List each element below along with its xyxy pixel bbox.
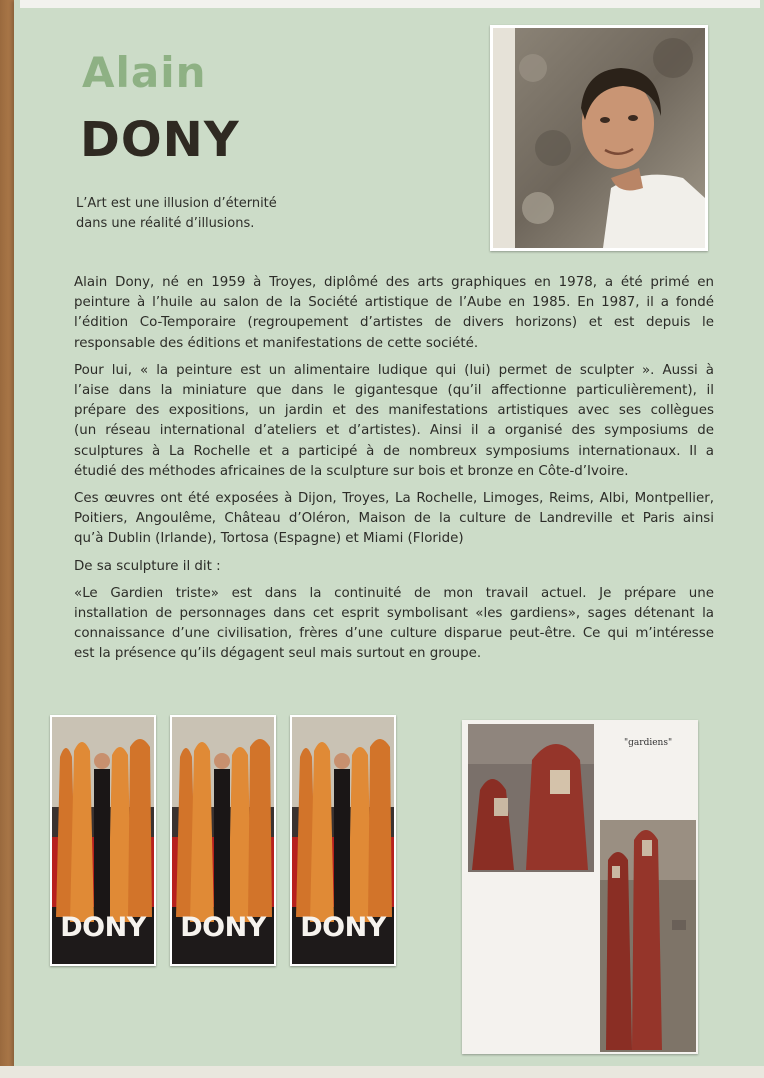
text-line: responsable des éditions et manifestations de cette société.: [74, 335, 479, 351]
artist-statement: [74, 584, 714, 665]
text-line: étudié des méthodes africaines de la sculpture sur bois et bronze en Côte-d’Ivoire.: [74, 463, 629, 479]
artist-portrait: [490, 25, 708, 251]
sculpture-collage-icon: [462, 720, 698, 1054]
collage-title: "gardiens": [624, 738, 673, 748]
biography-paragraph: [74, 273, 714, 354]
quote-line: L’Art est une illusion d’éternité: [76, 196, 277, 211]
sheet-top-edge: [20, 0, 760, 8]
biography-paragraph: [74, 557, 714, 577]
text-line: installation de personnages dans cet esprit symbolisant «les gardiens», sages détenant la: [74, 606, 714, 622]
text-line: l’aise dans la miniature que dans le gigantesque (qu’il affectionne particulièrement), il: [74, 383, 714, 399]
text-line: connaissance d’une civilisation, frères d’une culture disparue peut-être. Ce qui m’intéresse: [74, 626, 714, 642]
text-line: De sa sculpture il dit :: [74, 558, 221, 574]
artist-last-name: DONY: [80, 112, 240, 168]
exhibition-poster: [50, 715, 156, 966]
bottom-edge: [0, 1066, 764, 1078]
poster-brand: DONY: [180, 912, 266, 943]
text-line: Alain Dony, né en 1959 à Troyes, diplômé des arts graphiques en 1978, a été primé en: [74, 275, 714, 290]
poster-brand: DONY: [60, 912, 146, 943]
text-line: Ces œuvres ont été exposées à Dijon, Troyes, La Rochelle, Limoges, Reims, Albi, Montpellier,: [74, 491, 714, 507]
biography-paragraph: [74, 489, 714, 550]
text-line: qu’à Dublin (Irlande), Tortosa (Espagne) et Miami (Floride): [74, 531, 464, 547]
artist-quote: [76, 194, 376, 234]
text-line: Pour lui, « la peinture est un alimentaire ludique qui (lui) permet de sculpter ». Aussi à: [74, 362, 714, 378]
poster-brand: DONY: [300, 912, 386, 943]
text-line: (un réseau international d’ateliers et d’artistes). Ainsi il a organisé des symposiums de: [74, 423, 714, 439]
text-line: sculptures à La Rochelle et a participé à de nombreux symposiums internationaux. Il a: [74, 443, 714, 459]
gardiens-collage: [462, 720, 698, 1054]
text-line: Poitiers, Angoulême, Château d’Oléron, Maison de la culture de Landreville et Paris ainsi: [74, 511, 714, 527]
exhibition-poster: [290, 715, 396, 966]
artist-first-name: Alain: [82, 48, 207, 97]
text-line: peinture à l’huile au salon de la Société artistique de l’Aube en 1985. En 1987, il a fondé: [74, 295, 714, 311]
biography-paragraph: [74, 361, 714, 482]
text-line: est la présence qu’ils dégagent seul mais surtout en groupe.: [74, 646, 482, 662]
text-line: prépare des expositions, un jardin et des manifestations artistiques avec ses collègues: [74, 403, 714, 419]
text-line: l’édition Co-Temporaire (regroupement d’artistes de divers horizons) et est depuis le: [74, 315, 714, 331]
exhibition-poster: [170, 715, 276, 966]
biography: [74, 273, 714, 672]
portrait-photo-icon: [493, 28, 705, 248]
quote-line: dans une réalité d’illusions.: [76, 216, 255, 231]
text-line: «Le Gardien triste» est dans la continuité de mon travail actuel. Je prépare une: [74, 585, 714, 601]
